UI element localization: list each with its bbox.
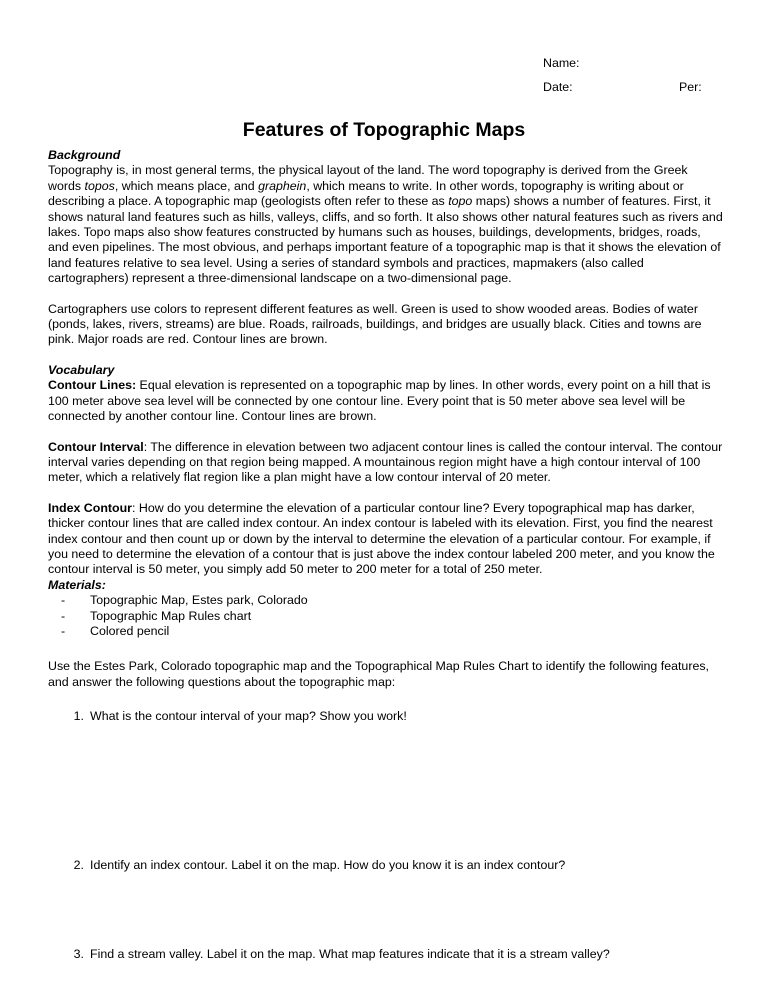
vocab-term: Contour Interval [48,439,144,454]
student-info-header [543,56,723,104]
text-run: , which means to write. In other words, topography is writing about or describing a place. A topographic map (geologists often refer to these as [48,178,684,209]
question-text: What is the contour interval of your map? Show you work! [90,709,407,724]
document-body [48,148,724,962]
question-number: 2. [73,857,84,872]
question-text: Find a stream valley. Label it on the map. What map features indicate that it is a stream valley? [90,947,610,961]
vocab-term: Contour Lines: [48,378,137,393]
date-label: Date: [543,80,573,94]
background-heading: Background [48,148,121,162]
question-1 [48,709,724,724]
term-topo: topo [448,194,473,209]
background-paragraph-1 [48,163,724,286]
vocab-index-contour [48,501,724,578]
vocab-definition: : How do you determine the elevation of a particular contour line? Every topographical map has darker, thicker contour lines that are called index contour. An index contour is labeled with its elevation. First, you find the nearest index contour and then count up or down by the interval to determine the elevation of a particular contour. For example, if you need to determine the elevation of a contour that is just above the index contour labeled 200 meter, and you know the contour interval is 50 meter, you simply add 50 meter to 200 meter for a total of 250 meter. [48,500,715,577]
list-item: - Topographic Map, Estes park, Colorado [61,593,724,608]
vocabulary-heading: Vocabulary [48,362,115,377]
question-number: 1. [73,709,84,724]
period-label: Per: [679,80,702,94]
instructions-paragraph: Use the Estes Park, Colorado topographic map and the Topographical Map Rules Chart to identify the following features, and answer the following questions about the topographic map: [48,659,709,689]
materials-list [48,593,724,639]
list-item: - Colored pencil [61,624,724,639]
text-run: Topography is, in most general terms, the physical layout of the land. The word topography is derived from the Greek words [48,163,688,193]
vocab-definition: Equal elevation is represented on a topographic map by lines. In other words, every point on a hill that is 100 meter above sea level will be connected by one contour line. Every point that is 50 meter above sea level will be connected by another contour line. Contour lines are brown. [48,378,711,424]
text-run: , which means place, and [114,178,259,193]
term-topos: topos [84,178,115,193]
materials-heading: Materials: [48,577,106,592]
date-per-line [543,80,723,104]
question-number: 3. [73,947,84,961]
text-run: maps) shows a number of features. First, it shows natural land features such as hills, valleys, cliffs, and so forth. It also shows other natural features such as rivers and lakes. Topo maps also show features constructed by humans such as houses, buildings, developments, bridges, roads, and even pipelines. The most obvious, and perhaps important feature of a topographic map is that it shows the elevation of land features relative to sea level. Using a series of standard symbols and practices, mapmakers (also called cartographers) represent a three-dimensional landscape on a two-dimensional page. [48,194,723,286]
question-text: Identify an index contour. Label it on the map. How do you know it is an index contour? [90,857,566,872]
term-graphein: graphein [258,178,307,193]
name-line [543,56,723,80]
page-title: Features of Topographic Maps [242,119,526,141]
vocab-term: Index Contour [48,500,132,515]
vocab-contour-lines [48,378,724,424]
vocab-contour-interval [48,440,724,486]
list-item: - Topographic Map Rules chart [61,609,724,624]
vocab-definition: : The difference in elevation between two adjacent contour lines is called the contour interval. The contour interval varies depending on that region being mapped. A mountainous region might have a high contour interval of 100 meter, which a relatively flat region like a plan might have a low contour interval of 20 meter. [48,439,723,485]
background-paragraph-2: Cartographers use colors to represent different features as well. Green is used to show wooded areas. Bodies of water (ponds, lakes, rivers, streams) are blue. Roads, railroads, buildings, and bridges are usually black. Cities and towns are pink. Major roads are red. Contour lines are brown. [48,301,702,347]
question-3 [48,947,724,962]
name-label: Name: [543,56,580,70]
question-2 [48,858,724,873]
